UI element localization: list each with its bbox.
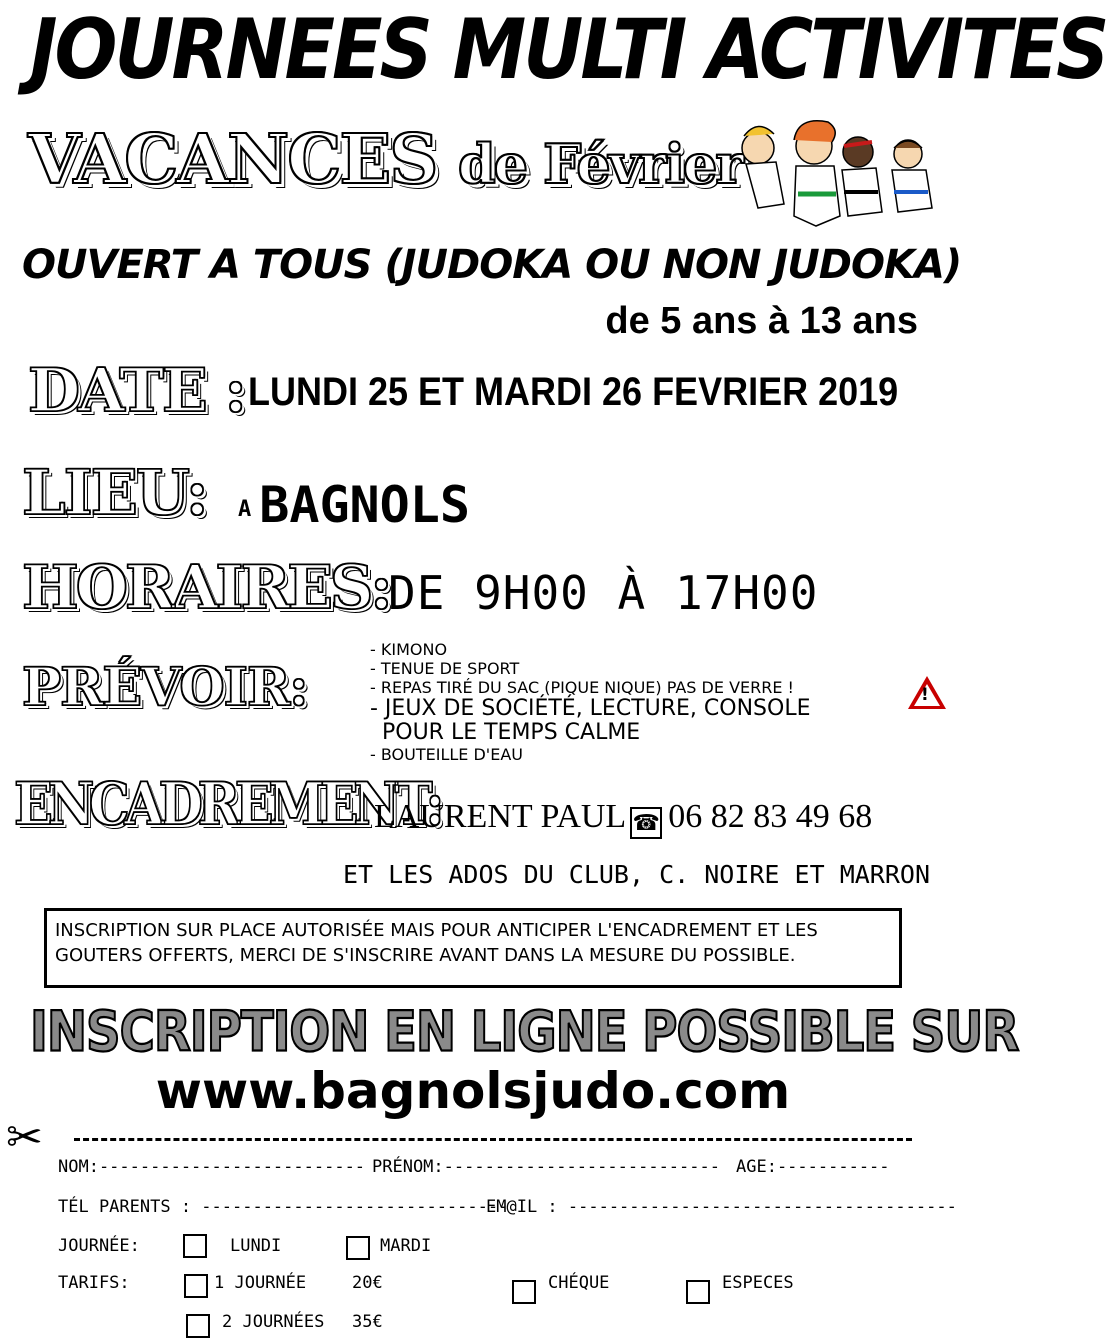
email-field[interactable]: EM@IL : --------------------------------------: [486, 1197, 957, 1217]
lundi-label: LUNDI: [230, 1236, 282, 1256]
two-days-price: 35€: [352, 1312, 383, 1332]
kid-hair-2: [794, 121, 835, 142]
vacances-word: VACANCES: [28, 120, 437, 200]
list-item: - KIMONO: [370, 640, 448, 659]
lieu-town: BAGNOLS: [259, 476, 470, 534]
lundi-checkbox[interactable]: [183, 1234, 207, 1258]
fevrier-word: de Février: [458, 132, 742, 196]
date-value: LUNDI 25 ET MARDI 26 FEVRIER 2019: [248, 370, 899, 414]
age-range-text: de 5 ans à 13 ans: [605, 300, 918, 342]
tarifs-label: TARIFS:: [58, 1273, 130, 1293]
tel-parents-field[interactable]: TÉL PARENTS : ------------------------------: [58, 1197, 509, 1217]
registration-notice: INSCRIPTION SUR PLACE AUTORISÉE MAIS POUR ANTICIPER L'ENCADREMENT ET LES GOUTERS OFFERTS, MERCI DE S'INSCRIRE AVANT DANS LA MESURE DU POSSIBLE.: [44, 908, 902, 988]
lieu-label: LIEU:: [22, 456, 207, 529]
horaires-label: HORAIRES:: [22, 553, 390, 623]
horaires-value: DE 9H00 À 17H00: [388, 566, 819, 620]
list-item: - TENUE DE SPORT: [370, 659, 520, 678]
journee-label: JOURNÉE:: [58, 1236, 140, 1256]
prenom-field[interactable]: PRÉNOM:---------------------------: [372, 1157, 720, 1177]
website-link[interactable]: www.bagnolsjudo.com: [155, 1062, 791, 1120]
judo-kids-illustration: [736, 112, 938, 232]
page-title: JOURNEES MULTI ACTIVITES: [30, 2, 1106, 99]
cheque-label: CHÉQUE: [548, 1273, 610, 1293]
lieu-value: [238, 476, 470, 534]
kid-hair-4: [894, 141, 922, 148]
age-field[interactable]: AGE:-----------: [736, 1157, 890, 1177]
list-item: - REPAS TIRÉ DU SAC (PIQUE NIQUE) PAS DE VERRE !: [370, 678, 794, 697]
lieu-prefix: A: [238, 497, 252, 522]
encadrement-contact: [374, 798, 872, 839]
one-day-price: 20€: [352, 1273, 383, 1293]
mardi-checkbox[interactable]: [346, 1236, 370, 1260]
especes-label: ESPECES: [722, 1273, 794, 1293]
encadrement-label: ENCADREMENT:: [14, 770, 440, 838]
kid-hair-1: [744, 126, 774, 136]
scissors-icon: ✂: [6, 1112, 43, 1163]
online-registration-heading: INSCRIPTION EN LIGNE POSSIBLE SUR: [30, 1000, 1019, 1065]
mardi-label: MARDI: [380, 1236, 432, 1256]
one-day-checkbox[interactable]: [184, 1274, 208, 1298]
encadrement-extra: ET LES ADOS DU CLUB, C. NOIRE ET MARRON: [343, 860, 930, 889]
kid-gi-1: [746, 162, 784, 208]
phone-icon: ☎: [630, 807, 662, 839]
list-item: POUR LE TEMPS CALME: [382, 720, 641, 745]
coach-name: LAURENT PAUL: [374, 798, 627, 835]
cheque-checkbox[interactable]: [512, 1280, 536, 1304]
one-day-label: 1 JOURNÉE: [214, 1273, 307, 1293]
nom-field[interactable]: NOM:--------------------------: [58, 1157, 366, 1177]
especes-checkbox[interactable]: [686, 1280, 710, 1304]
prevoir-list: [370, 640, 810, 764]
warning-exclamation: !: [921, 685, 929, 705]
open-to-all-text: OUVERT A TOUS (JUDOKA OU NON JUDOKA): [22, 242, 962, 288]
vacances-heading: [28, 120, 742, 200]
date-label: DATE :: [28, 356, 245, 426]
two-days-checkbox[interactable]: [186, 1314, 210, 1338]
two-days-label: 2 JOURNÉES: [222, 1312, 325, 1332]
coach-phone: 06 82 83 49 68: [668, 798, 873, 835]
list-item: - BOUTEILLE D'EAU: [370, 745, 523, 764]
cut-line: [74, 1138, 912, 1141]
list-item: - JEUX DE SOCIÉTÉ, LECTURE, CONSOLE: [370, 696, 811, 721]
kid-head-1: [742, 132, 774, 164]
prevoir-label: PRÉVOIR:: [22, 657, 308, 718]
